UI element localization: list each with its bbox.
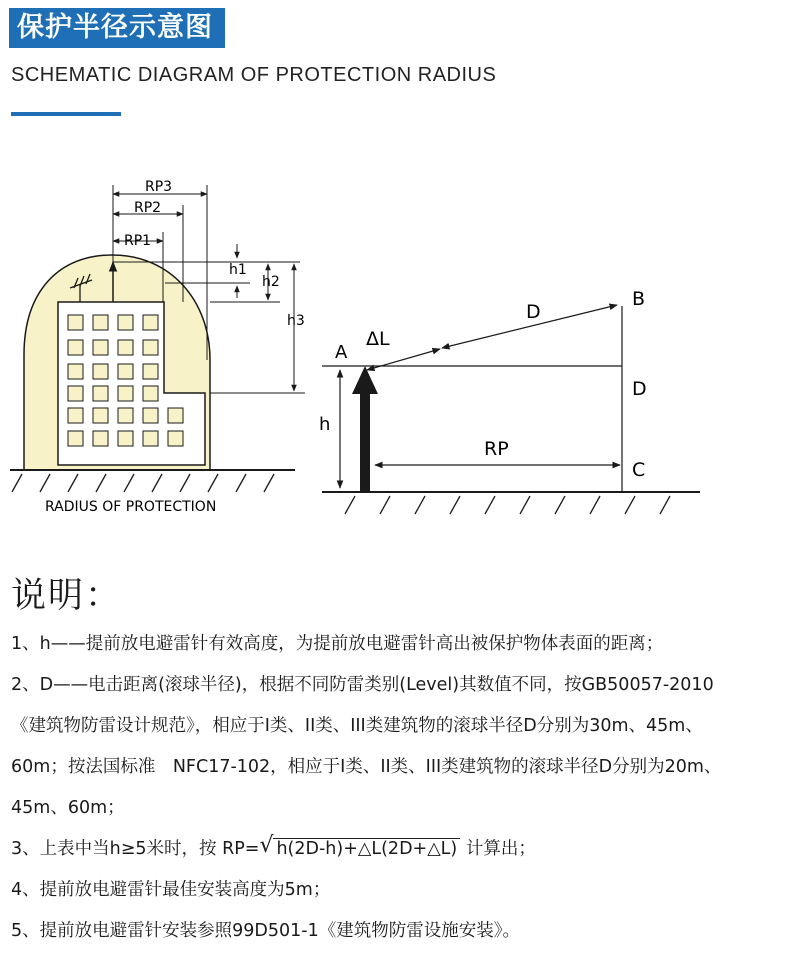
notes-heading: 说明： <box>11 576 123 616</box>
point-a: A <box>335 342 348 363</box>
accent-underline <box>11 112 121 116</box>
note-2d: 45m、60m； <box>11 798 125 818</box>
title-banner <box>9 8 225 48</box>
rp1-label: RP1 <box>124 233 152 249</box>
right-rod-tip <box>352 366 378 394</box>
title-cn: 保护半径示意图 <box>17 12 213 43</box>
note-3-suffix: 计算出； <box>460 839 536 859</box>
title-en: SCHEMATIC DIAGRAM OF PROTECTION RADIUS <box>11 64 497 86</box>
protection-radius-diagram <box>0 170 800 530</box>
label-d-side: D <box>632 378 647 400</box>
point-c: C <box>632 459 646 481</box>
label-d-top: D <box>526 301 541 323</box>
note-3 <box>11 829 791 870</box>
right-rod-mast <box>360 392 370 492</box>
left-diagram <box>10 179 305 515</box>
note-5: 5、提前放电避雷针安装参照99D501-1《建筑物防雷设施安装》。 <box>11 921 520 941</box>
label-rp: RP <box>484 438 509 460</box>
note-2b: 《建筑物防雷设计规范》，相应于I类、II类、III类建筑物的滚球半径D分别为30m、45m、 <box>11 716 703 736</box>
sqrt-formula <box>259 829 460 870</box>
rp2-label: RP2 <box>134 200 162 216</box>
label-delta-l: ΔL <box>366 328 390 350</box>
h3-label: h3 <box>287 313 305 329</box>
note-1: 1、h——提前放电避雷针有效高度，为提前放电避雷针高出被保护物体表面的距离； <box>11 634 664 654</box>
caption-radius: RADIUS OF PROTECTION <box>45 499 217 515</box>
h1-label: h1 <box>229 262 247 278</box>
label-h: h <box>319 414 331 435</box>
note-2a: 2、D——电击距离(滚球半径)，根据不同防雷类别(Level)其数值不同，按GB50057-2010 <box>11 675 714 695</box>
notes-list <box>11 624 791 952</box>
formula-body: h(2D-h)+△L(2D+△L) <box>273 838 460 859</box>
note-4: 4、提前放电避雷针最佳安装高度为5m； <box>11 880 331 900</box>
note-2c: 60m；按法国标准 NFC17-102，相应于I类、II类、III类建筑物的滚球半径D分别为20m、 <box>11 757 722 777</box>
rp3-label: RP3 <box>145 179 173 195</box>
left-ground <box>10 470 295 492</box>
point-b: B <box>632 288 646 310</box>
right-diagram <box>319 288 700 514</box>
right-ground <box>322 492 700 514</box>
h2-label: h2 <box>262 274 280 290</box>
note-3-prefix: 3、上表中当h≥5米时，按 RP= <box>11 839 260 859</box>
